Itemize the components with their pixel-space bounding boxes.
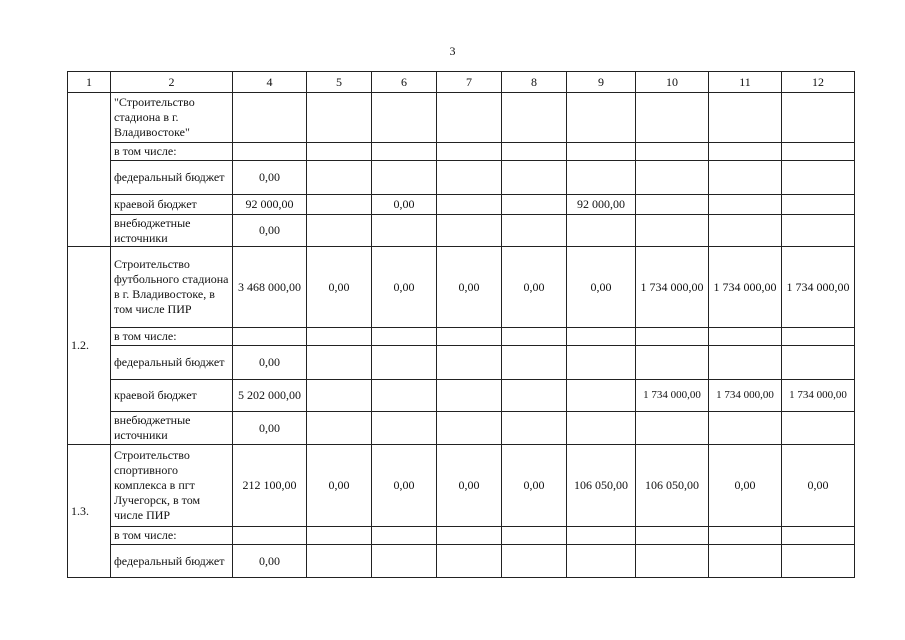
table-row bbox=[68, 215, 855, 247]
value-cell: 0,00 bbox=[307, 247, 372, 328]
value-cell: 0,00 bbox=[502, 247, 567, 328]
table-row bbox=[68, 247, 855, 328]
value-cell: 0,00 bbox=[502, 445, 567, 527]
federal-budget-label: федеральный бюджет bbox=[111, 346, 233, 380]
header-cell: 1 bbox=[68, 72, 111, 93]
value-cell: 0,00 bbox=[233, 346, 307, 380]
including-label: в том числе: bbox=[111, 328, 233, 346]
table-row bbox=[68, 445, 855, 527]
object-title: "Строительство стадиона в г. Владивостоке" bbox=[111, 93, 233, 143]
row-index-cell: 1.2. bbox=[68, 247, 111, 445]
value-cell: 212 100,00 bbox=[233, 445, 307, 527]
header-cell: 8 bbox=[502, 72, 567, 93]
header-cell: 7 bbox=[437, 72, 502, 93]
value-cell: 3 468 000,00 bbox=[233, 247, 307, 328]
table-row bbox=[68, 161, 855, 195]
table-row bbox=[68, 380, 855, 412]
table-row bbox=[68, 527, 855, 545]
value-cell: 1 734 000,00 bbox=[709, 247, 782, 328]
regional-budget-label: краевой бюджет bbox=[111, 195, 233, 215]
extrabudgetary-label: внебюджетные источники bbox=[111, 412, 233, 445]
table-row bbox=[68, 195, 855, 215]
including-label: в том числе: bbox=[111, 143, 233, 161]
table-row bbox=[68, 412, 855, 445]
value-cell: 0,00 bbox=[782, 445, 855, 527]
value-cell: 0,00 bbox=[233, 161, 307, 195]
value-cell: 106 050,00 bbox=[636, 445, 709, 527]
value-cell: 0,00 bbox=[709, 445, 782, 527]
value-cell: 0,00 bbox=[372, 247, 437, 328]
page-number: 3 bbox=[449, 44, 456, 58]
header-cell: 11 bbox=[709, 72, 782, 93]
table-row bbox=[68, 143, 855, 161]
header-cell: 5 bbox=[307, 72, 372, 93]
regional-budget-label: краевой бюджет bbox=[111, 380, 233, 412]
budget-table bbox=[67, 71, 855, 578]
federal-budget-label: федеральный бюджет bbox=[111, 545, 233, 578]
header-cell: 6 bbox=[372, 72, 437, 93]
value-cell: 1 734 000,00 bbox=[636, 247, 709, 328]
value-cell: 0,00 bbox=[437, 247, 502, 328]
header-cell: 4 bbox=[233, 72, 307, 93]
header-cell: 2 bbox=[111, 72, 233, 93]
value-cell: 1 734 000,00 bbox=[782, 247, 855, 328]
value-cell: 0,00 bbox=[437, 445, 502, 527]
value-cell: 0,00 bbox=[372, 195, 437, 215]
extrabudgetary-label: внебюджетные источники bbox=[111, 215, 233, 247]
header-cell: 10 bbox=[636, 72, 709, 93]
header-row bbox=[68, 72, 855, 93]
value-cell: 106 050,00 bbox=[567, 445, 636, 527]
value-cell: 1 734 000,00 bbox=[709, 380, 782, 412]
value-cell: 1 734 000,00 bbox=[782, 380, 855, 412]
including-label: в том числе: bbox=[111, 527, 233, 545]
federal-budget-label: федеральный бюджет bbox=[111, 161, 233, 195]
value-cell: 1 734 000,00 bbox=[636, 380, 709, 412]
value-cell: 0,00 bbox=[233, 545, 307, 578]
table-row bbox=[68, 328, 855, 346]
row-index-cell bbox=[68, 93, 111, 247]
value-cell: 0,00 bbox=[372, 445, 437, 527]
value-cell: 0,00 bbox=[567, 247, 636, 328]
table-row bbox=[68, 93, 855, 143]
table-row bbox=[68, 545, 855, 578]
table-row bbox=[68, 346, 855, 380]
row-index-cell: 1.3. bbox=[68, 445, 111, 578]
object-title: Строительство спортивного комплекса в пгт Лучегорск, в том числе ПИР bbox=[111, 445, 233, 527]
header-cell: 9 bbox=[567, 72, 636, 93]
value-cell: 5 202 000,00 bbox=[233, 380, 307, 412]
value-cell: 0,00 bbox=[233, 215, 307, 247]
header-cell: 12 bbox=[782, 72, 855, 93]
value-cell: 0,00 bbox=[233, 412, 307, 445]
value-cell: 0,00 bbox=[307, 445, 372, 527]
object-title: Строительство футбольного стадиона в г. Владивостоке, в том числе ПИР bbox=[111, 247, 233, 328]
value-cell: 92 000,00 bbox=[567, 195, 636, 215]
value-cell: 92 000,00 bbox=[233, 195, 307, 215]
